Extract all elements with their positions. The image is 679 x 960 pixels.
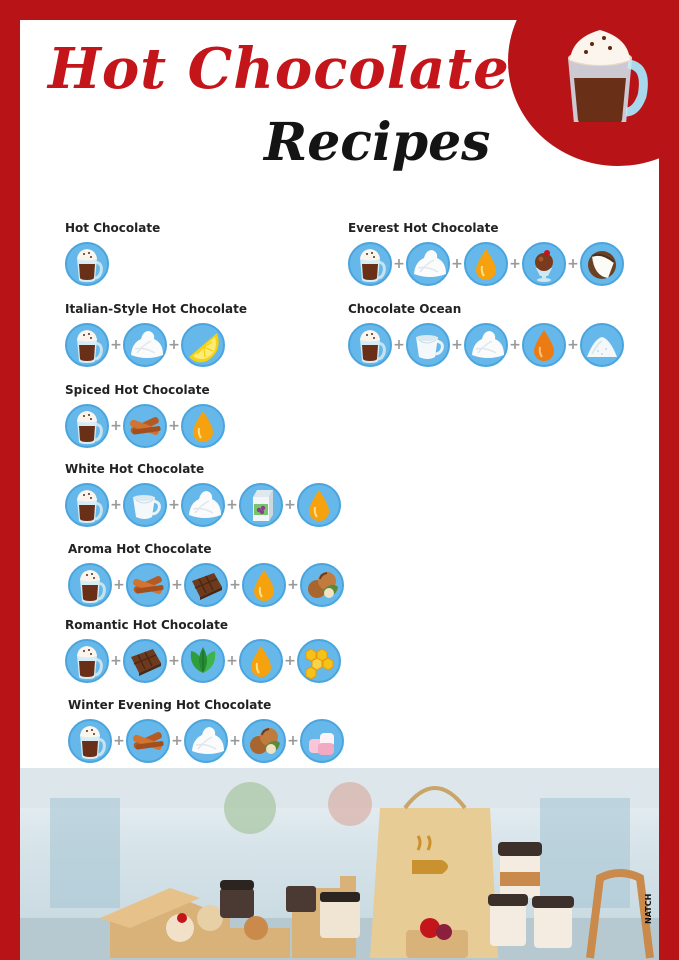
cafe-scene-image	[20, 768, 659, 960]
plus-sign: +	[393, 256, 405, 272]
syrup-drop-icon	[464, 242, 508, 286]
artist-signature: NATCH	[644, 893, 653, 924]
plus-sign: +	[168, 418, 180, 434]
plus-sign: +	[171, 733, 183, 749]
plus-sign: +	[509, 256, 521, 272]
milk-cup-icon	[406, 323, 450, 367]
recipe-card	[65, 220, 160, 286]
plus-sign: +	[168, 337, 180, 353]
milk-carton-icon	[239, 483, 283, 527]
recipe-title: Winter Evening Hot Chocolate	[68, 698, 272, 712]
ingredient-row	[65, 404, 225, 448]
syrup-drop-icon	[297, 483, 341, 527]
honeycomb-icon	[297, 639, 341, 683]
hazelnuts-icon	[242, 719, 286, 763]
hot-chocolate-icon	[68, 719, 112, 763]
plus-sign: +	[226, 653, 238, 669]
hot-chocolate-icon	[65, 639, 109, 683]
recipe-card	[348, 301, 624, 367]
whipped-cream-icon	[406, 242, 450, 286]
syrup-drop-icon	[242, 563, 286, 607]
ingredient-row	[65, 483, 341, 527]
ingredient-row	[65, 323, 247, 367]
ingredient-row	[68, 563, 344, 607]
hot-chocolate-icon	[65, 483, 109, 527]
recipe-title: Everest Hot Chocolate	[348, 221, 499, 235]
whipped-cream-icon	[123, 323, 167, 367]
recipe-title: Spiced Hot Chocolate	[65, 383, 210, 397]
mint-leaves-icon	[181, 639, 225, 683]
ice-cream-sundae-icon	[522, 242, 566, 286]
hot-chocolate-icon	[65, 404, 109, 448]
page-title: Hot Chocolate	[48, 36, 510, 102]
syrup-drop-icon	[181, 404, 225, 448]
recipe-card	[65, 617, 341, 683]
plus-sign: +	[229, 577, 241, 593]
recipe-title: Chocolate Ocean	[348, 302, 462, 316]
chocolate-bar-icon	[123, 639, 167, 683]
whipped-cream-icon	[464, 323, 508, 367]
hot-chocolate-icon	[65, 323, 109, 367]
recipe-title: Italian-Style Hot Chocolate	[65, 302, 248, 316]
recipe-poster	[20, 20, 659, 960]
hazelnuts-icon	[300, 563, 344, 607]
ingredient-row	[65, 242, 160, 286]
plus-sign: +	[567, 337, 579, 353]
recipe-card	[65, 301, 247, 367]
recipe-card	[65, 382, 225, 448]
plus-sign: +	[284, 497, 296, 513]
sugar-pile-icon	[580, 323, 624, 367]
recipe-card	[65, 461, 341, 527]
chocolate-bar-icon	[184, 563, 228, 607]
coconut-icon	[580, 242, 624, 286]
hot-chocolate-mug-icon	[552, 22, 652, 126]
recipe-card	[68, 541, 344, 607]
plus-sign: +	[168, 497, 180, 513]
marshmallows-icon	[300, 719, 344, 763]
plus-sign: +	[509, 337, 521, 353]
plus-sign: +	[229, 733, 241, 749]
hot-chocolate-icon	[348, 242, 392, 286]
plus-sign: +	[451, 337, 463, 353]
plus-sign: +	[393, 337, 405, 353]
recipe-card	[348, 220, 624, 286]
syrup-drop-icon	[239, 639, 283, 683]
cinnamon-sticks-icon	[126, 563, 170, 607]
plus-sign: +	[287, 577, 299, 593]
page-subtitle: Recipes	[264, 112, 491, 173]
ingredient-row	[65, 639, 341, 683]
ingredient-row	[348, 242, 624, 286]
hot-chocolate-icon	[348, 323, 392, 367]
caramel-drop-icon	[522, 323, 566, 367]
recipe-title: Aroma Hot Chocolate	[68, 542, 212, 556]
ingredient-row	[348, 323, 624, 367]
plus-sign: +	[110, 497, 122, 513]
hot-chocolate-icon	[68, 563, 112, 607]
plus-sign: +	[284, 653, 296, 669]
plus-sign: +	[110, 337, 122, 353]
plus-sign: +	[567, 256, 579, 272]
milk-cup-icon	[123, 483, 167, 527]
cinnamon-sticks-icon	[126, 719, 170, 763]
hot-chocolate-icon	[65, 242, 109, 286]
recipe-title: Hot Chocolate	[65, 221, 161, 235]
plus-sign: +	[113, 733, 125, 749]
lemon-slice-icon	[181, 323, 225, 367]
plus-sign: +	[110, 653, 122, 669]
whipped-cream-icon	[184, 719, 228, 763]
plus-sign: +	[113, 577, 125, 593]
plus-sign: +	[451, 256, 463, 272]
cinnamon-sticks-icon	[123, 404, 167, 448]
plus-sign: +	[110, 418, 122, 434]
plus-sign: +	[287, 733, 299, 749]
recipe-title: White Hot Chocolate	[65, 462, 205, 476]
whipped-cream-icon	[181, 483, 225, 527]
recipe-card	[68, 697, 344, 763]
plus-sign: +	[171, 577, 183, 593]
ingredient-row	[68, 719, 344, 763]
recipe-title: Romantic Hot Chocolate	[65, 618, 229, 632]
plus-sign: +	[226, 497, 238, 513]
plus-sign: +	[168, 653, 180, 669]
